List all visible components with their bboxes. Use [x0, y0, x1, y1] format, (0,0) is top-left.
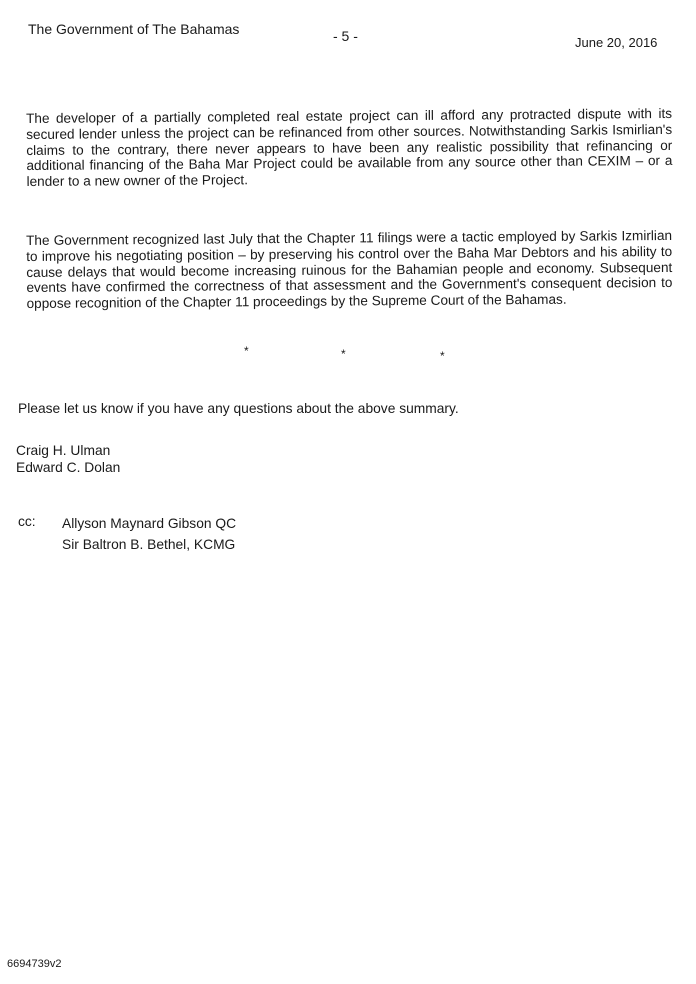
page-number: - 5 -	[333, 28, 358, 44]
header-recipient: The Government of The Bahamas	[28, 21, 240, 37]
cc-recipient: Allyson Maynard Gibson QC	[62, 516, 237, 531]
signatory-name: Craig H. Ulman	[16, 443, 111, 458]
signatory-name: Edward C. Dolan	[16, 460, 121, 475]
paragraph-chapter-11: The Government recognized last July that the Chapter 11 filings were a tactic employed by Sarkis Izmirlian to improve his negotiating position – by preserving his control over the Baha Mar Debtors and his ability to cause delays that would become increasing ruinous for the Bahamian people and economy. Subsequent events have confirmed the correctness of that assessment and the Government's consequent decision to oppose recognition of the Chapter 11 proceedings by the Supreme Court of the Bahamas.	[26, 227, 673, 312]
cc-label: cc:	[18, 514, 36, 529]
document-id: 6694739v2	[7, 958, 62, 970]
cc-recipient: Sir Baltron B. Bethel, KCMG	[62, 537, 236, 552]
separator-asterisk: *	[244, 344, 249, 358]
separator-asterisk: *	[440, 349, 445, 363]
closing-sentence: Please let us know if you have any questions about the above summary.	[18, 401, 459, 416]
signature-block	[16, 442, 120, 476]
cc-recipients	[62, 513, 236, 555]
header-date: June 20, 2016	[575, 35, 658, 50]
paragraph-refinancing: The developer of a partially completed real estate project can ill afford any protracted dispute with its secured lender unless the project can be refinanced from other sources. Notwithstanding Sarkis Ismirlian's claims to the contrary, there never appears to have been any realistic possibility that refinancing or additional financing of the Baha Mar Project could be available from any source other than CEXIM – or a lender to a new owner of the Project.	[26, 105, 673, 190]
separator-asterisk: *	[341, 347, 346, 361]
section-separator	[0, 345, 696, 365]
